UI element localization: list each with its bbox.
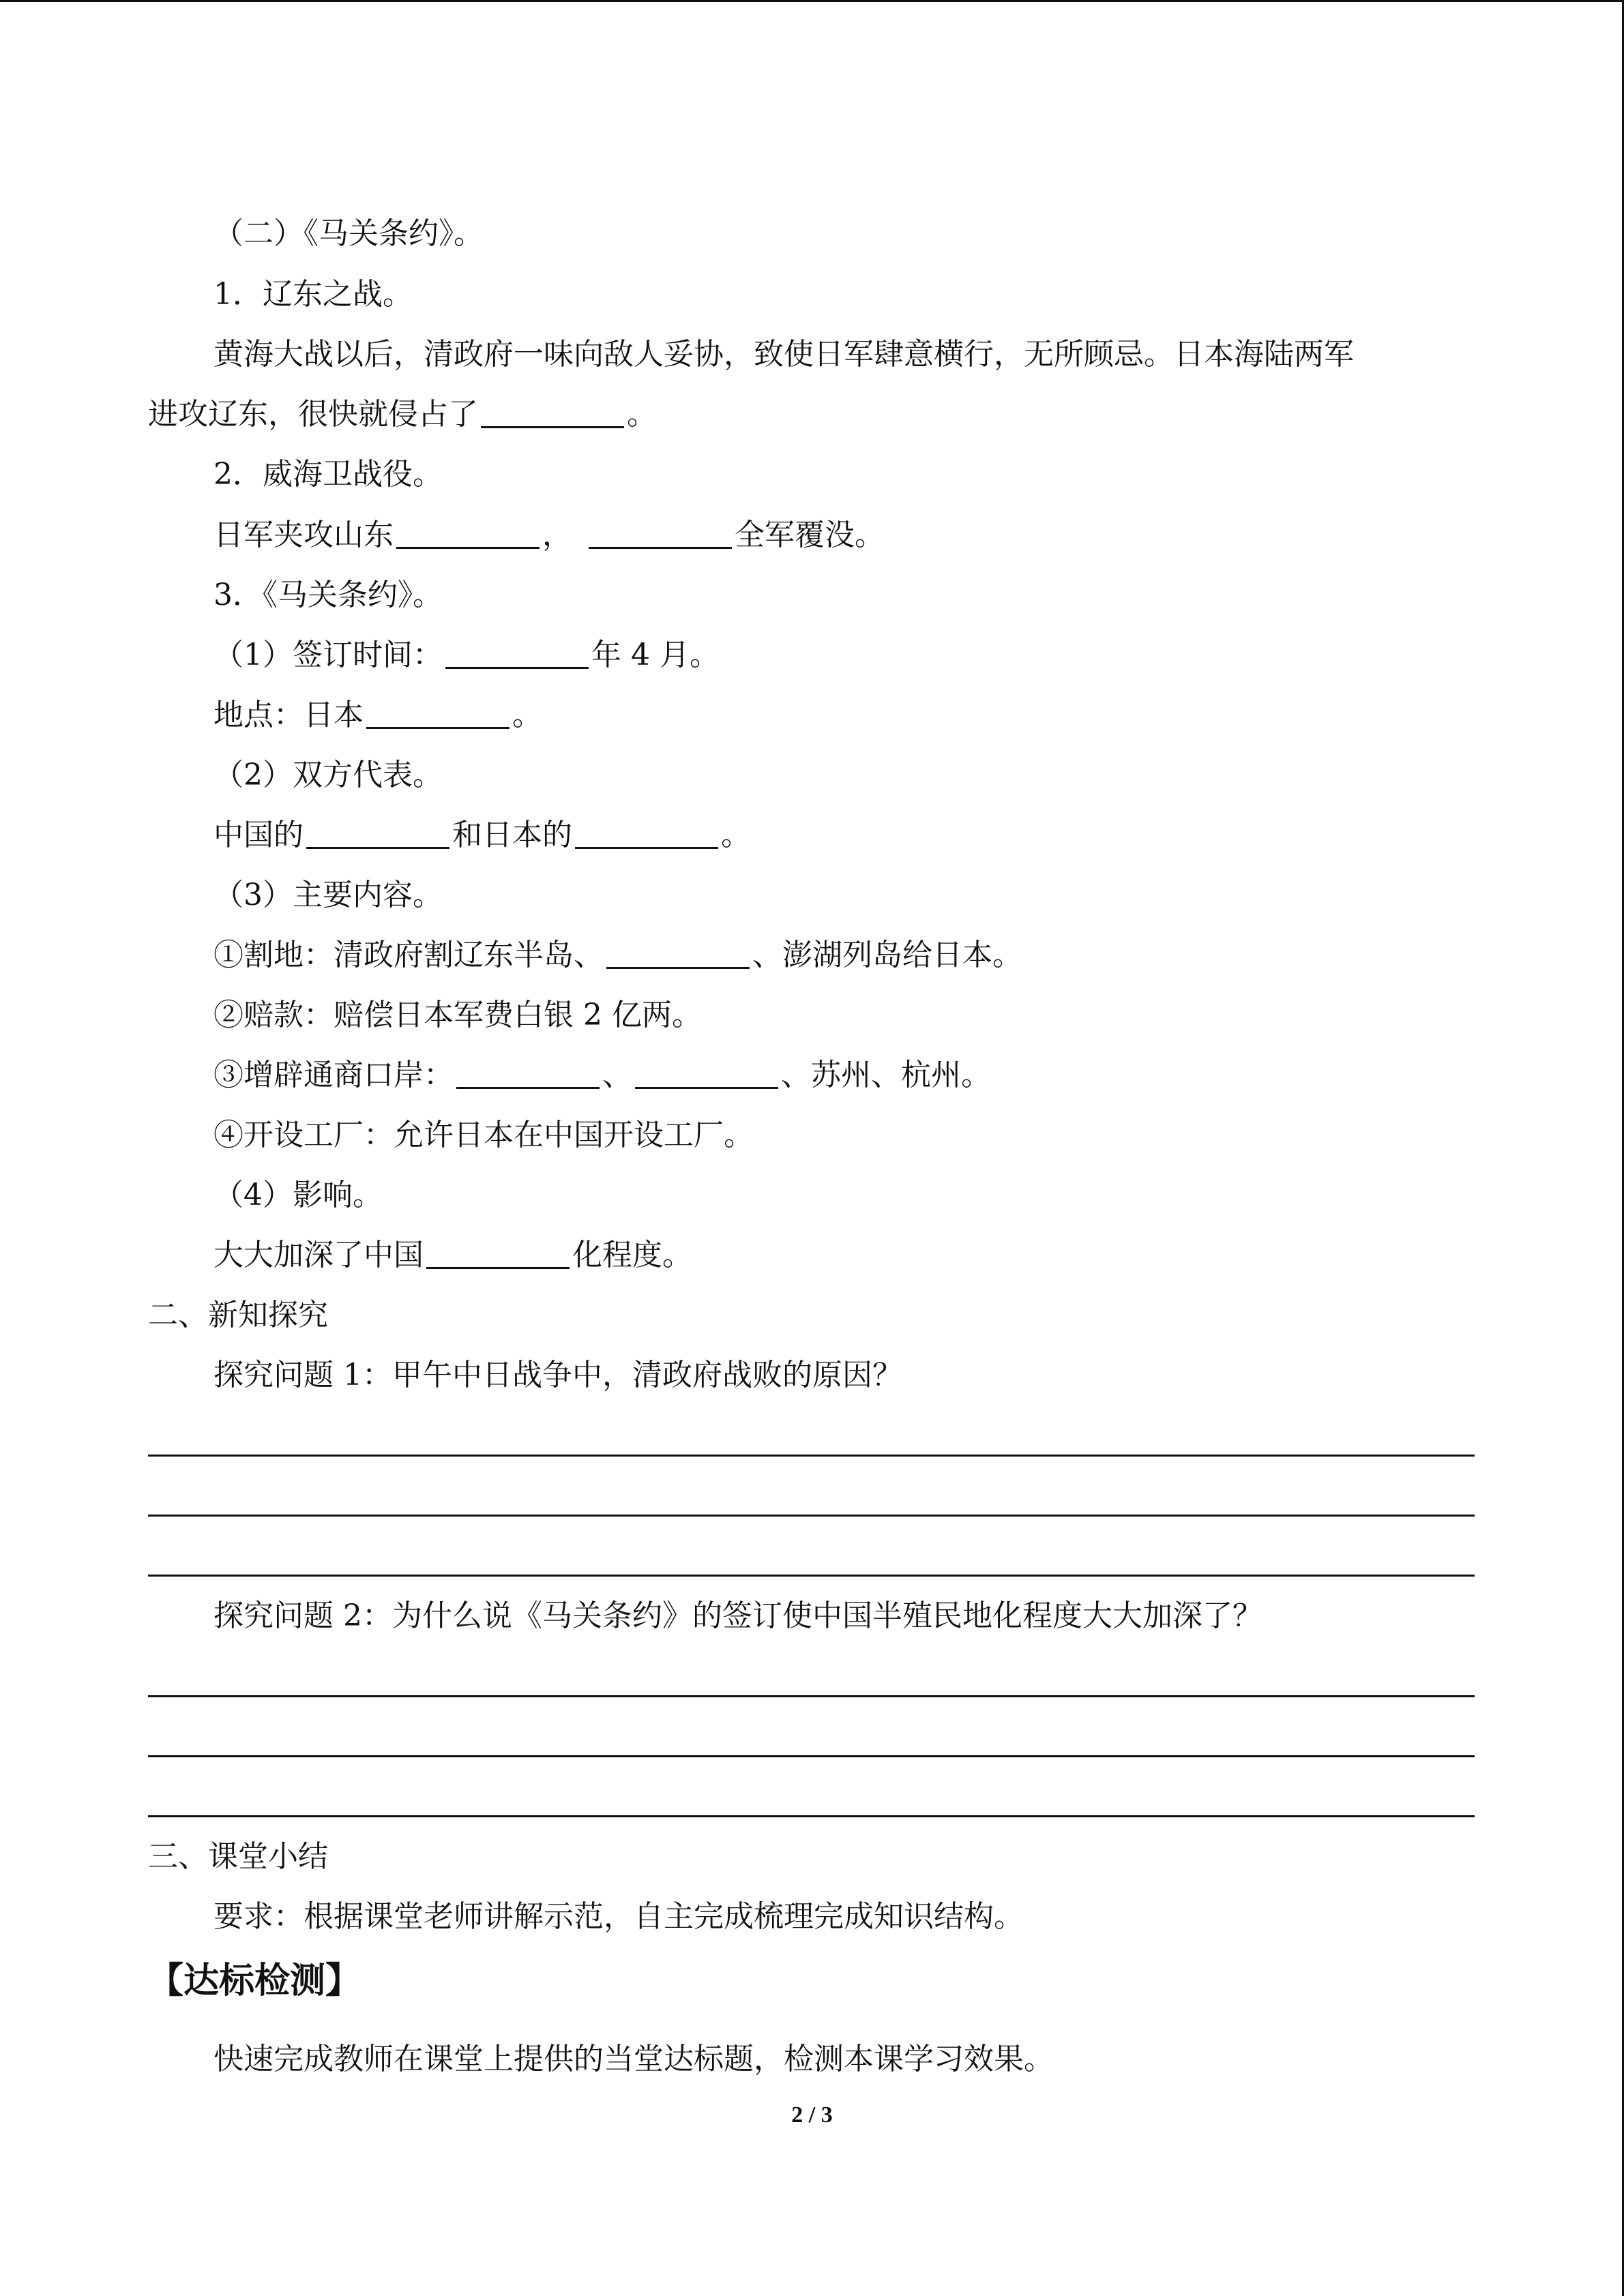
fill-blank[interactable] <box>575 817 718 849</box>
page-number: 2 / 3 <box>791 2102 833 2128</box>
answer-line[interactable] <box>148 1455 1475 1457</box>
answer-line[interactable] <box>148 1575 1475 1577</box>
paragraph-line: 进攻辽东，很快就侵占了 。 <box>148 397 657 432</box>
place-line: 地点：日本 。 <box>213 698 542 732</box>
fill-blank[interactable] <box>481 396 624 428</box>
item-title-treaty: 3．《马关条约》。 <box>213 578 443 612</box>
fill-blank[interactable] <box>456 1057 600 1089</box>
fill-blank[interactable] <box>589 517 732 549</box>
factories-line: ④开设工厂：允许日本在中国开设工厂。 <box>213 1118 754 1152</box>
reps-line: 中国的 和日本的 。 <box>213 818 751 852</box>
fill-blank[interactable] <box>445 637 589 669</box>
section-title: （二）《马关条约》。 <box>213 216 484 251</box>
assessment-heading: 【达标检测】 <box>148 1960 361 2001</box>
question-2: 探究问题 2：为什么说《马关条约》的签订使中国半殖民地化程度大大加深了？ <box>213 1598 1263 1633</box>
answer-line[interactable] <box>148 1515 1475 1517</box>
question-1: 探究问题 1：甲午中日战争中，清政府战败的原因？ <box>213 1358 902 1392</box>
cede-line: ①割地：清政府割辽东半岛、 、澎湖列岛给日本。 <box>213 938 1022 972</box>
fill-blank[interactable] <box>306 817 449 849</box>
fill-blank[interactable] <box>426 1237 570 1269</box>
part-title: 三、课堂小结 <box>148 1839 328 1874</box>
part-title: 二、新知探究 <box>148 1298 328 1332</box>
item-title-liaodong: 1．辽东之战。 <box>213 277 413 312</box>
fill-blank[interactable] <box>606 937 750 969</box>
impact-title: （4）影响。 <box>213 1178 383 1212</box>
ports-line: ③增辟通商口岸： 、 、苏州、杭州。 <box>213 1058 991 1092</box>
fill-blank[interactable] <box>366 697 510 729</box>
fill-blank[interactable] <box>635 1057 778 1089</box>
answer-line[interactable] <box>148 1815 1475 1817</box>
fill-blank[interactable] <box>396 517 540 549</box>
weihaiwei-line: 日军夹攻山东 ， 全军覆没。 <box>213 518 885 552</box>
requirement-line: 要求：根据课堂老师讲解示范，自主完成梳理完成知识结构。 <box>213 1899 1024 1934</box>
indemnity-line: ②赔款：赔偿日本军费白银 2 亿两。 <box>213 998 702 1032</box>
assessment-text: 快速完成教师在课堂上提供的当堂达标题，检测本课学习效果。 <box>213 2042 1054 2076</box>
content-title: （3）主要内容。 <box>213 878 443 912</box>
sign-time-line: （1）签订时间： 年 4 月。 <box>213 638 720 672</box>
impact-line: 大大加深了中国 化程度。 <box>213 1238 692 1272</box>
answer-line[interactable] <box>148 1695 1475 1697</box>
answer-line[interactable] <box>148 1755 1475 1757</box>
item-title-weihaiwei: 2．威海卫战役。 <box>213 457 443 492</box>
paragraph-line: 黄海大战以后，清政府一味向敌人妥协，致使日军肆意横行，无所顾忌。日本海陆两军 <box>213 337 1354 372</box>
reps-title: （2）双方代表。 <box>213 758 443 792</box>
